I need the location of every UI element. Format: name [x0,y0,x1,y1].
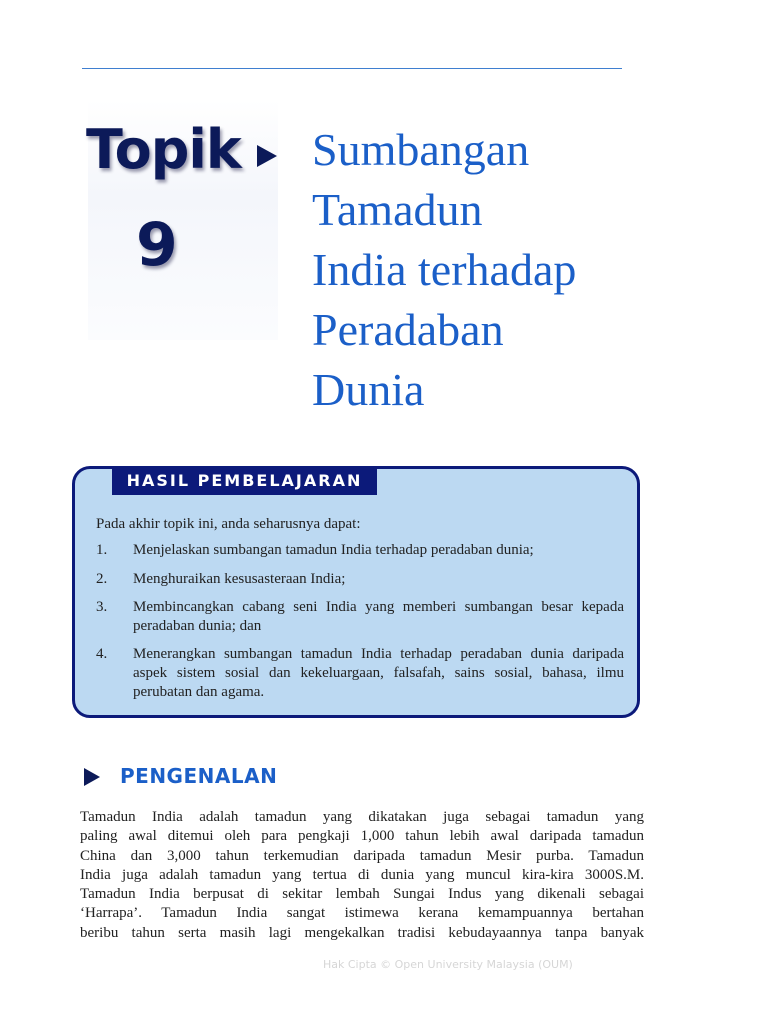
play-arrow-icon [257,145,277,167]
paragraph-line: paling awal ditemui oleh para pengkaji 1,000 tahun lebih awal daripada tamadun [80,828,644,845]
paragraph-line: Tamadun India adalah tamadun yang dikatakan juga sebagai tamadun yang [80,809,644,825]
intro-paragraph [80,808,644,943]
outcome-number: 3. [96,599,108,615]
topic-number: 9 [136,210,178,280]
outcome-number: 2. [96,571,108,587]
outcome-number: 4. [96,646,108,662]
section-arrow-icon [84,768,100,786]
chapter-title-line: Tamadun [312,184,483,235]
outcome-text: Menghuraikan kesusasteraan India; [133,571,346,587]
top-rule [82,68,622,69]
paragraph-line: China dan 3,000 tahun terkemudian daripada tamadun Mesir purba. Tamadun [80,847,644,864]
paragraph-line: ‘Harrapa’. Tamadun India sangat istimewa kerana kemampuannya bertahan [80,905,644,922]
paragraph-line: beribu tahun serta masih lagi mengekalkan tradisi kebudayaannya tanpa banyak [80,924,644,941]
paragraph-line: India juga adalah tamadun yang tertua di dunia yang muncul kira-kira 3000S.M. [80,866,644,883]
chapter-title-line: Dunia [312,364,425,415]
chapter-title [312,120,672,420]
topic-label: Topik [86,118,241,181]
learning-outcomes-header: HASIL PEMBELAJARAN [112,467,377,495]
outcome-text: Menerangkan sumbangan tamadun India terhadap peradaban dunia daripada aspek sistem sosial dan kekeluargaan, falsafah, sains sosial, bahasa, ilmu perubatan dan agama. [133,646,624,700]
section-title: PENGENALAN [120,764,278,788]
copyright-footer: Hak Cipta © Open University Malaysia (OUM) [323,958,573,971]
outcome-number: 1. [96,542,108,558]
chapter-title-line: Sumbangan [312,124,530,175]
chapter-title-line: India terhadap [312,244,577,295]
outcome-text: Membincangkan cabang seni India yang memberi sumbangan besar kepada peradaban dunia; dan [133,599,624,634]
chapter-title-line: Peradaban [312,304,504,355]
outcome-text: Menjelaskan sumbangan tamadun India terhadap peradaban dunia; [133,542,534,558]
learning-outcomes-intro: Pada akhir topik ini, anda seharusnya dapat: [96,516,361,532]
paragraph-line: Tamadun India berpusat di sekitar lembah Sungai Indus yang dikenali sebagai [80,886,644,903]
